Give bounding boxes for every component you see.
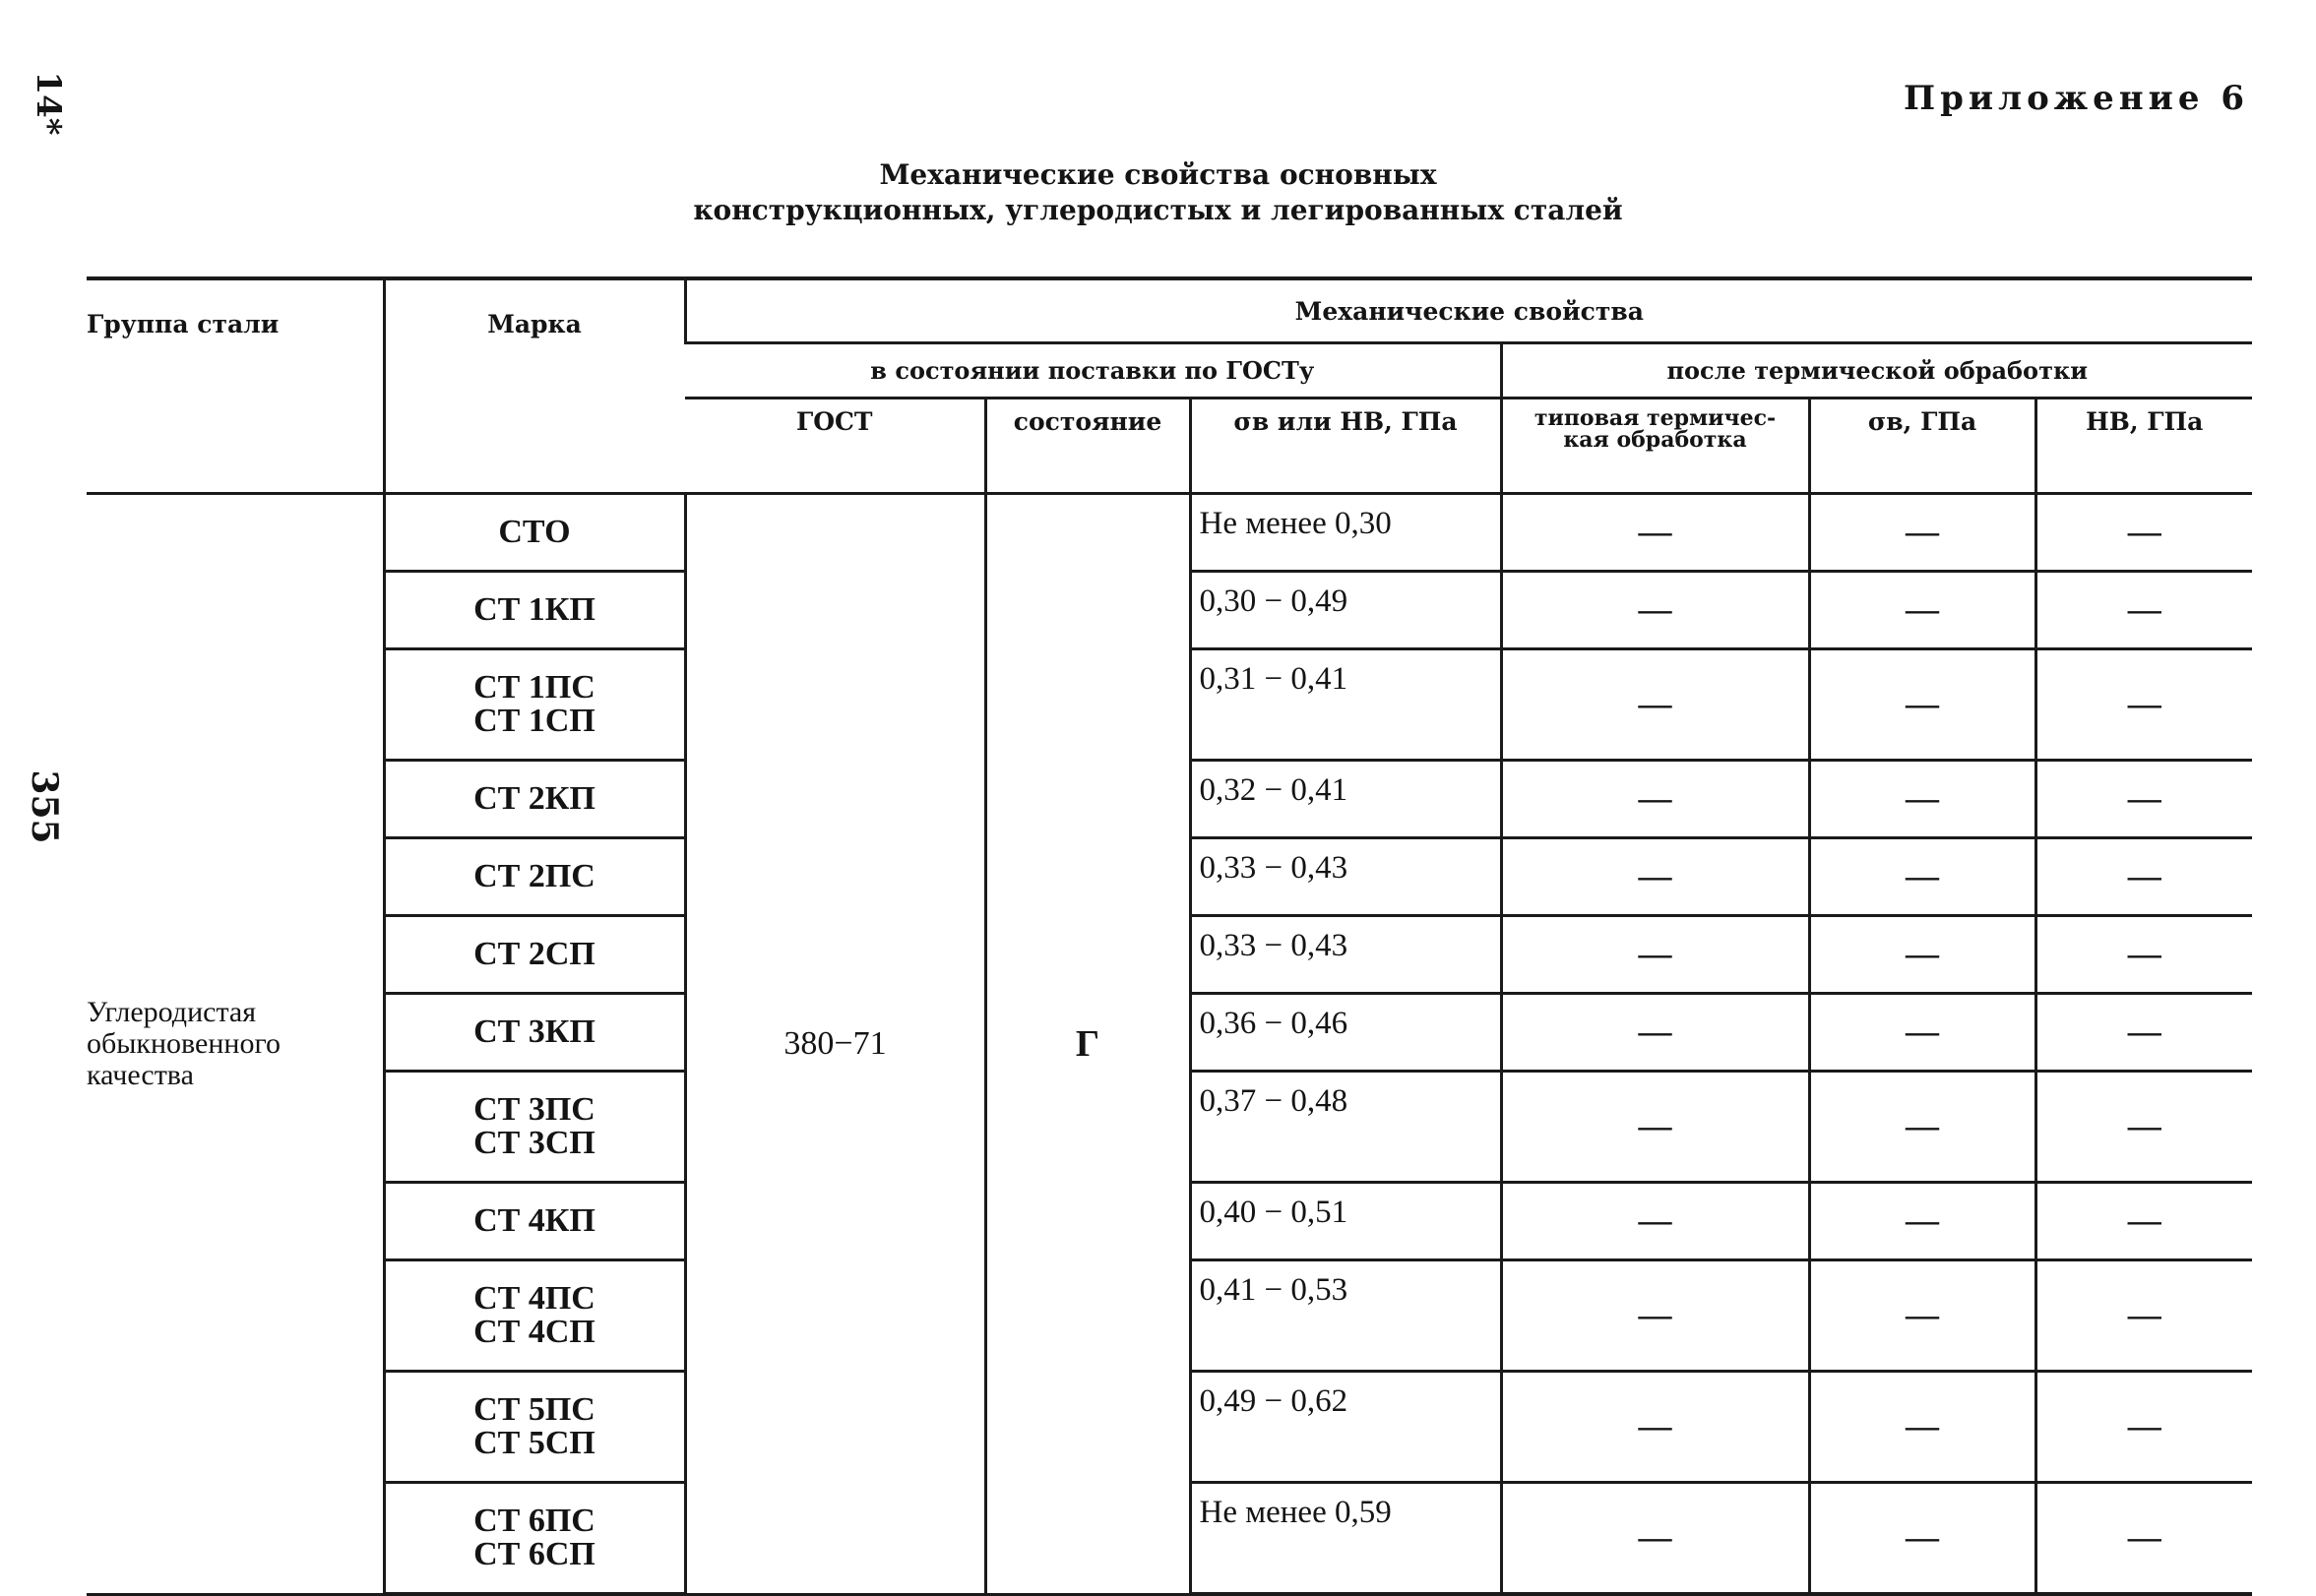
header-delivered: в состоянии поставки по ГОСТу [685, 343, 1501, 399]
sigma-cell: — [1809, 1483, 2035, 1595]
heat-treatment-cell: — [1501, 1072, 1809, 1183]
sigma-cell: — [1809, 761, 2035, 838]
grade-line1: СТ 1ПС [473, 669, 595, 706]
sigma-cell: — [1809, 494, 2035, 572]
heat-treatment-cell: — [1501, 572, 1809, 649]
hb-cell: — [2035, 572, 2252, 649]
header-state: состояние [985, 399, 1190, 494]
heat-treatment-cell: — [1501, 838, 1809, 916]
grade-cell [384, 1483, 685, 1595]
page-number-side: 355 [24, 769, 65, 844]
strength-value: Не менее 0,59 [1190, 1483, 1501, 1595]
hb-cell: — [2035, 1072, 2252, 1183]
heat-treatment-cell: — [1501, 1372, 1809, 1483]
grade-line1: СТ 5ПС [473, 1391, 595, 1428]
header-heat-treatment-line1: типовая термичес- [1534, 405, 1777, 431]
grade-line1: СТО [498, 514, 571, 550]
sigma-cell: — [1809, 994, 2035, 1072]
strength-value: Не менее 0,30 [1190, 494, 1501, 572]
grade-cell [384, 838, 685, 916]
gost-cell: 380−71 [685, 494, 985, 1595]
hb-cell: — [2035, 1260, 2252, 1372]
strength-value: 0,33 − 0,43 [1190, 916, 1501, 994]
header-gost: ГОСТ [685, 399, 985, 494]
sigma-cell: — [1809, 838, 2035, 916]
grade-line2: СТ 6СП [473, 1536, 595, 1572]
hb-cell: — [2035, 649, 2252, 761]
header-heat-treatment [1501, 399, 1809, 494]
grade-line1: СТ 1КП [473, 591, 595, 628]
page-number-top: 14* [29, 71, 68, 136]
grade-line1: СТ 3ПС [473, 1091, 595, 1128]
hb-cell: — [2035, 761, 2252, 838]
heat-treatment-cell: — [1501, 994, 1809, 1072]
grade-line2: СТ 4СП [473, 1314, 595, 1350]
grade-line2: СТ 1СП [473, 703, 595, 739]
strength-value: 0,37 − 0,48 [1190, 1072, 1501, 1183]
grade-line1: СТ 2СП [473, 936, 595, 972]
hb-cell: — [2035, 994, 2252, 1072]
heat-treatment-cell: — [1501, 1260, 1809, 1372]
table-title-line2: конструкционных, углеродистых и легированных сталей [693, 194, 1623, 226]
hb-cell: — [2035, 916, 2252, 994]
header-after-heat: после термической обработки [1501, 343, 2252, 399]
grade-line1: СТ 3КП [473, 1013, 595, 1050]
sigma-cell: — [1809, 649, 2035, 761]
heat-treatment-cell: — [1501, 761, 1809, 838]
grade-cell [384, 1372, 685, 1483]
strength-value: 0,40 − 0,51 [1190, 1183, 1501, 1260]
strength-value: 0,49 − 0,62 [1190, 1372, 1501, 1483]
header-group: Группа стали [87, 278, 384, 494]
sigma-cell: — [1809, 572, 2035, 649]
heat-treatment-cell: — [1501, 494, 1809, 572]
grade-cell [384, 761, 685, 838]
grade-cell [384, 1072, 685, 1183]
grade-cell [384, 494, 685, 572]
strength-value: 0,30 − 0,49 [1190, 572, 1501, 649]
hb-cell: — [2035, 1183, 2252, 1260]
grade-line1: СТ 4КП [473, 1202, 595, 1239]
header-hb: HB, ГПа [2035, 399, 2252, 494]
state-cell: Г [985, 494, 1190, 1595]
sigma-cell: — [1809, 916, 2035, 994]
table-row [87, 494, 2252, 572]
sigma-cell: — [1809, 1072, 2035, 1183]
grade-line1: СТ 6ПС [473, 1503, 595, 1539]
steel-properties-table [87, 276, 2252, 1596]
strength-value: 0,31 − 0,41 [1190, 649, 1501, 761]
grade-cell [384, 649, 685, 761]
hb-cell: — [2035, 1372, 2252, 1483]
grade-cell [384, 1260, 685, 1372]
heat-treatment-cell: — [1501, 1483, 1809, 1595]
heat-treatment-cell: — [1501, 649, 1809, 761]
group-name-line2: обыкновенного [87, 1026, 282, 1060]
strength-value: 0,33 − 0,43 [1190, 838, 1501, 916]
grade-line1: СТ 2ПС [473, 858, 595, 894]
hb-cell: — [2035, 494, 2252, 572]
grade-cell [384, 572, 685, 649]
hb-cell: — [2035, 1483, 2252, 1595]
strength-value: 0,32 − 0,41 [1190, 761, 1501, 838]
group-name-line3: качества [87, 1058, 194, 1091]
sigma-cell: — [1809, 1372, 2035, 1483]
grade-cell [384, 1183, 685, 1260]
sigma-cell: — [1809, 1260, 2035, 1372]
strength-value: 0,36 − 0,46 [1190, 994, 1501, 1072]
header-heat-treatment-line2: кая обработка [1563, 427, 1747, 453]
grade-line1: СТ 2КП [473, 780, 595, 817]
heat-treatment-cell: — [1501, 916, 1809, 994]
header-grade: Марка [384, 278, 685, 494]
grade-cell [384, 916, 685, 994]
table-title-line1: Механические свойства основных [879, 158, 1437, 191]
grade-line2: СТ 3СП [473, 1125, 595, 1161]
hb-cell: — [2035, 838, 2252, 916]
grade-line2: СТ 5СП [473, 1425, 595, 1461]
appendix-label: Приложение 6 [1904, 79, 2249, 118]
group-cell [87, 494, 384, 1595]
header-sigma: σв, ГПа [1809, 399, 2035, 494]
header-sigma-hb: σв или HB, ГПа [1190, 399, 1501, 494]
group-name-line1: Углеродистая [87, 995, 257, 1028]
sigma-cell: — [1809, 1183, 2035, 1260]
heat-treatment-cell: — [1501, 1183, 1809, 1260]
header-mech-props: Механические свойства [685, 278, 2252, 343]
grade-line1: СТ 4ПС [473, 1280, 595, 1317]
strength-value: 0,41 − 0,53 [1190, 1260, 1501, 1372]
grade-cell [384, 994, 685, 1072]
